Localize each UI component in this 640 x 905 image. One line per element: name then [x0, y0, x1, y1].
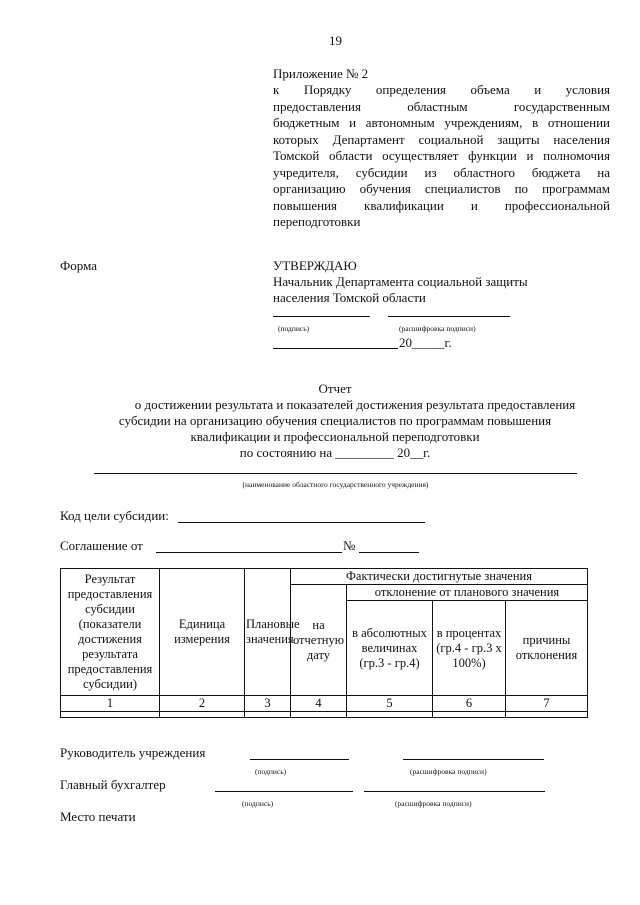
header-deviation: отклонение от планового значения: [347, 585, 588, 601]
header-result: Результат предоставления субсидии (показатели достижения результата предоставления субсидии): [61, 569, 160, 696]
approval-decode-caption: (расшифровка подписи): [399, 324, 476, 333]
header-reasons: причины отклонения: [506, 601, 588, 696]
approval-decode-line: [388, 316, 510, 317]
table-cell[interactable]: [160, 712, 245, 718]
head-label: Руководитель учреждения: [60, 745, 206, 760]
goal-code-label: Код цели субсидии:: [60, 508, 169, 523]
appendix-line: повышения квалификации и профессиональной: [273, 197, 610, 213]
header-absolute: в абсолютных величинах (гр.3 - гр.4): [347, 601, 433, 696]
appendix-line: к Порядку определения объема и условия: [273, 82, 610, 97]
report-subtitle-line: о достижении результата и показателей достижения результата предоставления: [134, 397, 576, 412]
approval-line2: населения Томской области: [273, 290, 426, 305]
org-name-caption: (наименование областного государственного учреждения): [242, 480, 429, 489]
appendix-title: Приложение № 2: [273, 66, 369, 81]
column-number: 3: [245, 696, 291, 712]
header-unit: Единица измерения: [160, 569, 245, 696]
table-cell[interactable]: [347, 712, 433, 718]
approval-title: УТВЕРЖДАЮ: [273, 258, 357, 273]
report-date-line: по состоянию на _________ 20__г.: [239, 445, 431, 460]
approval-line1: Начальник Департамента социальной защиты: [273, 274, 528, 289]
table-cell[interactable]: [61, 712, 160, 718]
column-number: 1: [61, 696, 160, 712]
table-cell[interactable]: [506, 712, 588, 718]
header-percent: в процентах (гр.4 - гр.3 х 100%): [433, 601, 506, 696]
accountant-decode-line[interactable]: [364, 791, 545, 792]
head-decode-caption: (расшифровка подписи): [410, 767, 487, 776]
head-sign-line[interactable]: [250, 759, 349, 760]
column-number: 5: [347, 696, 433, 712]
approval-sign-line: [273, 316, 370, 317]
accountant-decode-caption: (расшифровка подписи): [395, 799, 472, 808]
head-sign-caption: (подпись): [255, 767, 287, 776]
header-actual: Фактически достигнутые значения: [291, 569, 588, 585]
report-title: Отчет: [318, 381, 352, 396]
appendix-line: бюджетным и автономным учреждениям, в отношении: [273, 115, 610, 130]
appendix-line: переподготовки: [273, 214, 361, 229]
table-cell[interactable]: [433, 712, 506, 718]
form-label: Форма: [60, 258, 97, 273]
goal-code-field[interactable]: [178, 522, 425, 523]
header-reporting-date: на отчетную дату: [291, 585, 347, 696]
page-number: 19: [329, 33, 342, 48]
agreement-label: Соглашение от: [60, 538, 143, 553]
number-sign: №: [343, 538, 356, 553]
header-planned: Плановые значения: [245, 569, 291, 696]
column-number: 4: [291, 696, 347, 712]
table-cell[interactable]: [245, 712, 291, 718]
column-number: 7: [506, 696, 588, 712]
appendix-line: учредителя, субсидии из областного бюджета на: [273, 164, 610, 180]
approval-sign-caption: (подпись): [278, 324, 310, 333]
report-subtitle-line: субсидии на организацию обучения специалистов по программам повышения: [118, 413, 552, 428]
appendix-line: организацию обучения специалистов по программам: [273, 181, 610, 196]
report-subtitle-line: квалификации и профессиональной переподготовки: [190, 429, 480, 444]
accountant-label: Главный бухгалтер: [60, 777, 166, 792]
agreement-number-field[interactable]: [359, 552, 419, 553]
table-cell[interactable]: [291, 712, 347, 718]
org-name-line: [94, 473, 577, 474]
agreement-date-field[interactable]: [156, 552, 342, 553]
stamp-label: Место печати: [60, 809, 136, 824]
approval-date: 20_____г.: [399, 335, 452, 350]
appendix-line: которых Департамент социальной защиты населения: [273, 131, 610, 147]
approval-date-line: [273, 348, 398, 349]
head-decode-line[interactable]: [403, 759, 544, 760]
accountant-sign-caption: (подпись): [242, 799, 274, 808]
appendix-line: предоставления областным государственным: [273, 98, 610, 114]
column-number: 2: [160, 696, 245, 712]
column-number: 6: [433, 696, 506, 712]
appendix-line: Томской области осуществляет функции и полномочия: [273, 148, 610, 163]
accountant-sign-line[interactable]: [215, 791, 353, 792]
report-table: [60, 568, 588, 718]
